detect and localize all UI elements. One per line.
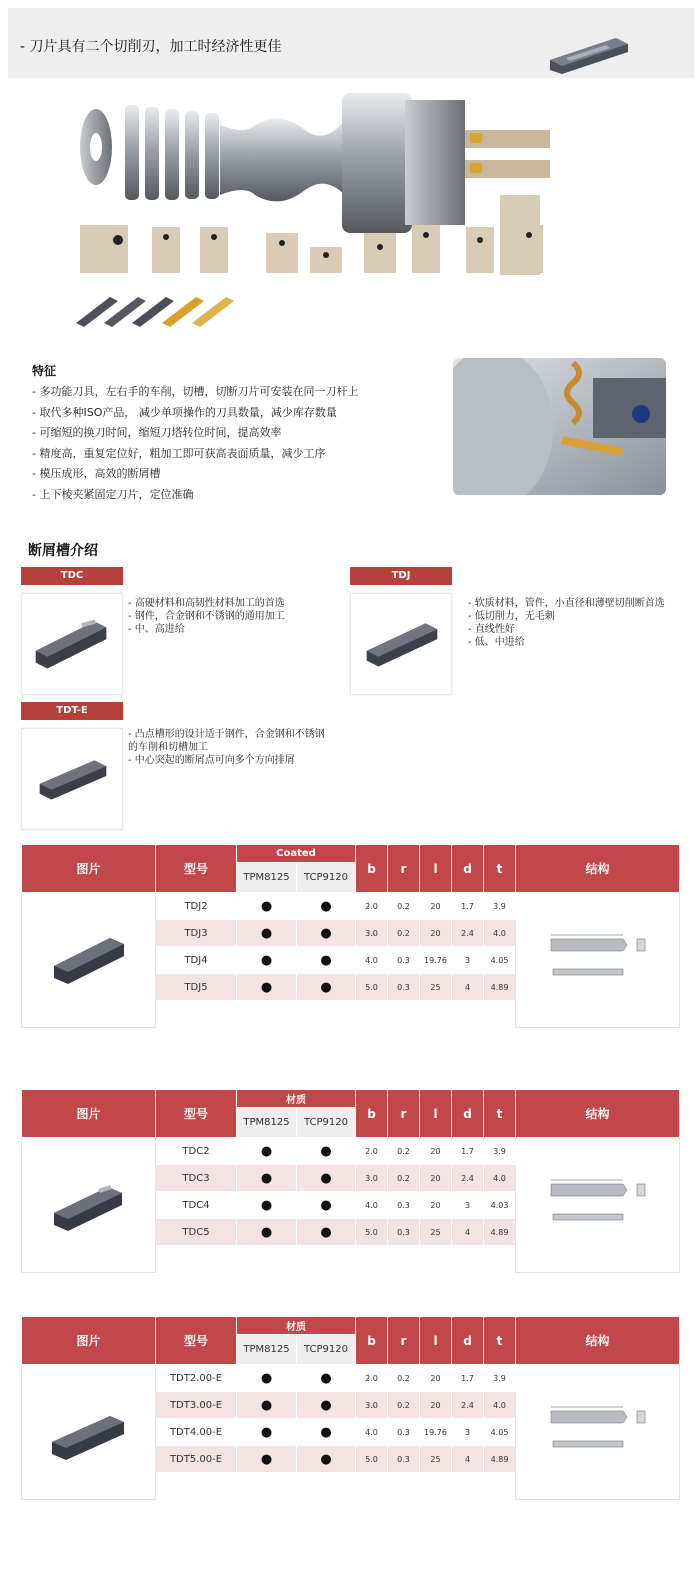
model-cell: TDJ4 [156, 947, 237, 974]
tdc-product-image [44, 1169, 134, 1239]
empty-cell [420, 1001, 452, 1028]
value-t: 3.9 [484, 893, 516, 920]
product-image-cell [22, 1365, 156, 1500]
header-grade: TCP9120 [297, 1335, 356, 1365]
header-structure: 结构 [516, 1317, 680, 1365]
value-d: 1.7 [452, 893, 484, 920]
product-image-cell [22, 893, 156, 1028]
value-d: 2.4 [452, 1392, 484, 1419]
value-l: 20 [420, 893, 452, 920]
header-t: t [484, 1090, 516, 1138]
empty-cell [156, 1473, 237, 1500]
grade-dot: ● [297, 1165, 356, 1192]
grade-dot: ● [297, 1419, 356, 1446]
tdt-e-line: - 中心突起的断屑点可向多个方向排屑 [128, 755, 295, 766]
header-d: d [452, 1090, 484, 1138]
empty-cell [452, 1473, 484, 1500]
tdt-e-tag: TDT-E [21, 702, 123, 720]
tdj-line: - 直线性好 [468, 624, 515, 635]
grade-dot: ● [237, 947, 297, 974]
header-structure: 结构 [516, 1090, 680, 1138]
empty-cell [297, 1473, 356, 1500]
value-l: 25 [420, 1219, 452, 1246]
header-t: t [484, 1317, 516, 1365]
chipbreaker-title: 断屑槽介绍 [28, 543, 98, 559]
value-b: 4.0 [356, 947, 388, 974]
header-material: 材质 [237, 1090, 356, 1108]
grade-dot: ● [297, 1365, 356, 1392]
value-t: 4.89 [484, 1446, 516, 1473]
value-b: 2.0 [356, 893, 388, 920]
tdj-line: - 低、中进给 [468, 637, 525, 648]
feature-item: - 精度高，重复定位好，粗加工即可获高表面质量，减少工序 [32, 446, 326, 460]
value-l: 20 [420, 1192, 452, 1219]
product-image-cell [22, 1138, 156, 1273]
tdj-product-image [44, 924, 134, 994]
value-r: 0.2 [388, 1165, 420, 1192]
tdc-line: - 高硬材料和高韧性材料加工的首选 [128, 598, 285, 609]
feature-item: - 上下棱夹紧固定刀片，定位准确 [32, 487, 194, 501]
header-material: 材质 [237, 1317, 356, 1335]
tdj-insert-image [350, 593, 452, 695]
header-r: r [388, 1090, 420, 1138]
value-l: 25 [420, 1446, 452, 1473]
turning-operations-illustration [70, 85, 560, 335]
banner [8, 8, 694, 78]
value-t: 4.89 [484, 1219, 516, 1246]
value-l: 25 [420, 974, 452, 1001]
header-picture: 图片 [22, 845, 156, 893]
empty-cell [156, 1001, 237, 1028]
insert-image [546, 30, 632, 80]
value-r: 0.3 [388, 1419, 420, 1446]
grade-dot: ● [297, 1219, 356, 1246]
value-r: 0.2 [388, 893, 420, 920]
value-l: 20 [420, 1165, 452, 1192]
feature-item: - 可缩短的换刀时间，缩短刀塔转位时间，提高效率 [32, 426, 282, 439]
feature-item: - 多功能刀具，左右手的车削，切槽，切断刀片可安装在同一刀杆上 [32, 385, 359, 398]
value-d: 4 [452, 974, 484, 1001]
value-b: 3.0 [356, 1392, 388, 1419]
value-t: 4.05 [484, 1419, 516, 1446]
value-b: 5.0 [356, 1219, 388, 1246]
value-r: 0.2 [388, 1365, 420, 1392]
value-b: 2.0 [356, 1138, 388, 1165]
value-d: 3 [452, 947, 484, 974]
spec-table-tdj [21, 844, 680, 1028]
empty-cell [237, 1246, 297, 1273]
header-grade: TPM8125 [237, 863, 297, 893]
structure-drawing [543, 1174, 653, 1234]
features-title: 特征 [32, 364, 57, 378]
value-r: 0.2 [388, 1392, 420, 1419]
value-b: 5.0 [356, 1446, 388, 1473]
grade-dot: ● [237, 1365, 297, 1392]
empty-cell [356, 1473, 388, 1500]
empty-cell [297, 1246, 356, 1273]
header-grade: TCP9120 [297, 1108, 356, 1138]
structure-cell [516, 893, 680, 1028]
value-d: 3 [452, 1192, 484, 1219]
value-r: 0.3 [388, 1446, 420, 1473]
value-l: 20 [420, 1392, 452, 1419]
grade-dot: ● [237, 893, 297, 920]
header-d: d [452, 1317, 484, 1365]
tdt-e-description [128, 728, 325, 767]
grade-dot: ● [237, 1419, 297, 1446]
grade-dot: ● [237, 1392, 297, 1419]
grade-dot: ● [297, 947, 356, 974]
value-d: 2.4 [452, 920, 484, 947]
grade-dot: ● [237, 920, 297, 947]
value-b: 4.0 [356, 1419, 388, 1446]
header-material: Coated [237, 845, 356, 863]
header-t: t [484, 845, 516, 893]
header-l: l [420, 1090, 452, 1138]
model-cell: TDT5.00-E [156, 1446, 237, 1473]
header-b: b [356, 1317, 388, 1365]
tdt-e-line: 的车削和切槽加工 [128, 742, 208, 753]
empty-cell [388, 1473, 420, 1500]
tdt-e-insert-image [21, 728, 123, 830]
value-t: 4.03 [484, 1192, 516, 1219]
empty-cell [388, 1246, 420, 1273]
value-l: 20 [420, 1138, 452, 1165]
tdt-e-line: - 凸点槽形的设计适于钢件，合金钢和不锈钢 [128, 729, 325, 740]
grade-dot: ● [237, 974, 297, 1001]
value-r: 0.3 [388, 947, 420, 974]
value-t: 3.9 [484, 1138, 516, 1165]
model-cell: TDC3 [156, 1165, 237, 1192]
grade-dot: ● [297, 1392, 356, 1419]
tdj-description [468, 597, 665, 649]
tdj-line: - 低切削力，无毛刺 [468, 611, 555, 622]
value-r: 0.3 [388, 1219, 420, 1246]
grade-dot: ● [297, 893, 356, 920]
empty-cell [484, 1001, 516, 1028]
machining-photo [453, 358, 666, 495]
grade-dot: ● [237, 1219, 297, 1246]
empty-cell [452, 1246, 484, 1273]
value-t: 4.05 [484, 947, 516, 974]
header-model: 型号 [156, 1090, 237, 1138]
model-cell: TDC2 [156, 1138, 237, 1165]
value-t: 4.0 [484, 920, 516, 947]
header-l: l [420, 845, 452, 893]
value-t: 4.89 [484, 974, 516, 1001]
grade-dot: ● [297, 1138, 356, 1165]
value-t: 4.0 [484, 1165, 516, 1192]
grade-dot: ● [297, 920, 356, 947]
header-b: b [356, 845, 388, 893]
grade-dot: ● [297, 974, 356, 1001]
value-b: 3.0 [356, 920, 388, 947]
tdj-tag: TDJ [350, 567, 452, 585]
model-cell: TDT2.00-E [156, 1365, 237, 1392]
value-d: 2.4 [452, 1165, 484, 1192]
empty-cell [297, 1001, 356, 1028]
value-b: 2.0 [356, 1365, 388, 1392]
empty-cell [237, 1001, 297, 1028]
empty-cell [356, 1246, 388, 1273]
feature-item: - 模压成形，高效的断屑槽 [32, 467, 161, 480]
model-cell: TDT4.00-E [156, 1419, 237, 1446]
structure-drawing [543, 929, 653, 989]
empty-cell [156, 1246, 237, 1273]
grade-dot: ● [237, 1192, 297, 1219]
grade-dot: ● [297, 1446, 356, 1473]
tdc-insert-image [21, 593, 123, 695]
model-cell: TDC4 [156, 1192, 237, 1219]
value-t: 3.9 [484, 1365, 516, 1392]
header-r: r [388, 845, 420, 893]
value-l: 19.76 [420, 1419, 452, 1446]
value-b: 4.0 [356, 1192, 388, 1219]
model-cell: TDJ3 [156, 920, 237, 947]
empty-cell [388, 1001, 420, 1028]
tdc-line: - 钢件，合金钢和不锈钢的通用加工 [128, 611, 285, 622]
header-grade: TCP9120 [297, 863, 356, 893]
value-d: 1.7 [452, 1138, 484, 1165]
header-r: r [388, 1317, 420, 1365]
model-cell: TDT3.00-E [156, 1392, 237, 1419]
header-structure: 结构 [516, 845, 680, 893]
header-l: l [420, 1317, 452, 1365]
value-r: 0.2 [388, 920, 420, 947]
tdj-line: - 软质材料，管件，小直径和薄壁切削断首选 [468, 598, 665, 609]
tdc-description [128, 597, 285, 636]
header-model: 型号 [156, 1317, 237, 1365]
empty-cell [484, 1473, 516, 1500]
banner-text: - 刀片具有二个切削刃，加工时经济性更佳 [20, 39, 282, 55]
value-b: 3.0 [356, 1165, 388, 1192]
value-t: 4.0 [484, 1392, 516, 1419]
model-cell: TDJ2 [156, 893, 237, 920]
empty-cell [484, 1246, 516, 1273]
header-model: 型号 [156, 845, 237, 893]
grade-dot: ● [237, 1446, 297, 1473]
value-b: 5.0 [356, 974, 388, 1001]
spec-table-tdc [21, 1089, 680, 1273]
structure-drawing [543, 1401, 653, 1461]
tdc-line: - 中、高进给 [128, 624, 185, 635]
structure-cell [516, 1365, 680, 1500]
model-cell: TDC5 [156, 1219, 237, 1246]
empty-cell [420, 1246, 452, 1273]
value-d: 4 [452, 1219, 484, 1246]
grade-dot: ● [237, 1165, 297, 1192]
tdt-e-product-image [44, 1396, 134, 1466]
feature-item: - 取代多种ISO产品， 减少单项操作的刀具数量，减少库存数量 [32, 405, 337, 419]
model-cell: TDJ5 [156, 974, 237, 1001]
empty-cell [452, 1001, 484, 1028]
features-list [32, 382, 358, 505]
empty-cell [356, 1001, 388, 1028]
value-d: 4 [452, 1446, 484, 1473]
header-grade: TPM8125 [237, 1108, 297, 1138]
empty-cell [420, 1473, 452, 1500]
header-grade: TPM8125 [237, 1335, 297, 1365]
value-d: 1.7 [452, 1365, 484, 1392]
header-picture: 图片 [22, 1317, 156, 1365]
value-l: 20 [420, 920, 452, 947]
value-l: 19.76 [420, 947, 452, 974]
grade-dot: ● [297, 1192, 356, 1219]
structure-cell [516, 1138, 680, 1273]
value-d: 3 [452, 1419, 484, 1446]
header-d: d [452, 845, 484, 893]
grade-dot: ● [237, 1138, 297, 1165]
value-r: 0.3 [388, 974, 420, 1001]
value-r: 0.2 [388, 1138, 420, 1165]
value-l: 20 [420, 1365, 452, 1392]
tdc-tag: TDC [21, 567, 123, 585]
header-picture: 图片 [22, 1090, 156, 1138]
empty-cell [237, 1473, 297, 1500]
spec-table-tdt-e [21, 1316, 680, 1500]
value-r: 0.3 [388, 1192, 420, 1219]
header-b: b [356, 1090, 388, 1138]
